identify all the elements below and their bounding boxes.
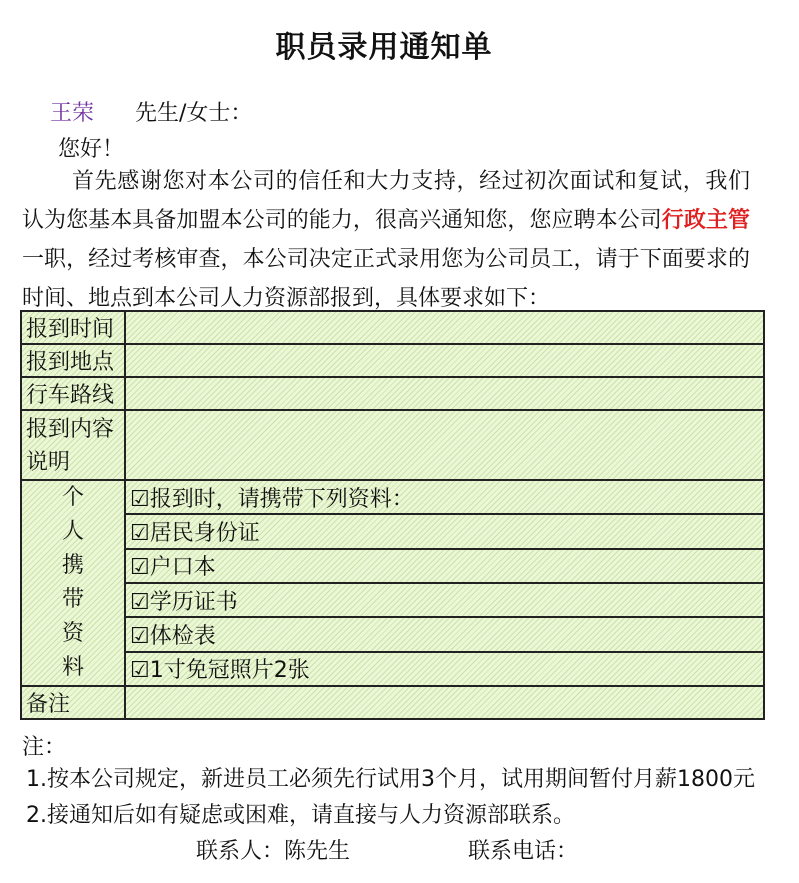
table-row (21, 311, 764, 344)
position-title: 行政主管 (661, 207, 750, 233)
paragraph-part2: 一职，经过考核审查，本公司决定正式录用您为公司员工，请于下面要求的时间、地点到本公司人力资源部报到，具体要求如下： (22, 247, 750, 311)
salutation-suffix: 先生/女士： (135, 101, 253, 126)
table-row (21, 617, 764, 651)
remark-value[interactable] (125, 686, 764, 719)
checklist-item[interactable]: ☑体检表 (125, 617, 764, 651)
contact-phone: 联系电话： (468, 839, 579, 864)
checklist-item[interactable]: ☑户口本 (125, 549, 764, 583)
checklist-item[interactable]: ☑报到时，请携带下列资料： (125, 480, 764, 514)
table-row (21, 377, 764, 410)
content-value[interactable] (125, 410, 764, 480)
vertical-char: 人 (61, 519, 84, 544)
table-row (21, 686, 764, 719)
checklist-item[interactable]: ☑学历证书 (125, 583, 764, 617)
route-value[interactable] (125, 377, 764, 410)
paragraph-part1: 首先感谢您对本公司的信任和大力支持，经过初次面试和复试，我们认为您基本具备加盟本公司的能力，很高兴通知您，您应聘本公司 (22, 169, 750, 233)
table-row (21, 344, 764, 377)
notes-heading: 注： (22, 735, 67, 760)
table-row (21, 410, 764, 480)
vertical-char: 料 (61, 655, 84, 680)
report-form-table (20, 310, 765, 720)
route-label: 行车路线 (21, 377, 125, 410)
note-item: 2.接通知后如有疑虑或困难，请直接与人力资源部联系。 (26, 803, 575, 828)
table-row (21, 549, 764, 583)
vertical-char: 携 (61, 553, 84, 578)
report-time-value[interactable] (125, 311, 764, 344)
checklist-item[interactable]: ☑居民身份证 (125, 514, 764, 548)
personal-materials-label (21, 480, 125, 686)
content-label: 报到内容说明 (21, 410, 125, 480)
note-item: 1.按本公司规定，新进员工必须先行试用3个月，试用期间暂付月薪1800元 (26, 767, 755, 792)
report-place-label: 报到地点 (21, 344, 125, 377)
table-row (21, 652, 764, 686)
greeting: 您好！ (58, 137, 125, 162)
table-row (21, 583, 764, 617)
remark-label: 备注 (21, 686, 125, 719)
recipient-name: 王荣 (50, 101, 95, 126)
vertical-char: 带 (61, 587, 84, 612)
table-row (21, 480, 764, 514)
salutation-line (50, 96, 252, 127)
vertical-char: 个 (61, 485, 84, 510)
report-time-label: 报到时间 (21, 311, 125, 344)
document-title: 职员录用通知单 (275, 30, 493, 65)
report-place-value[interactable] (125, 344, 764, 377)
contact-person: 联系人：陈先生 (196, 839, 351, 864)
vertical-char: 资 (61, 621, 84, 646)
checklist-item[interactable]: ☑1寸免冠照片2张 (125, 652, 764, 686)
table-row (21, 514, 764, 548)
body-paragraph (22, 162, 750, 318)
